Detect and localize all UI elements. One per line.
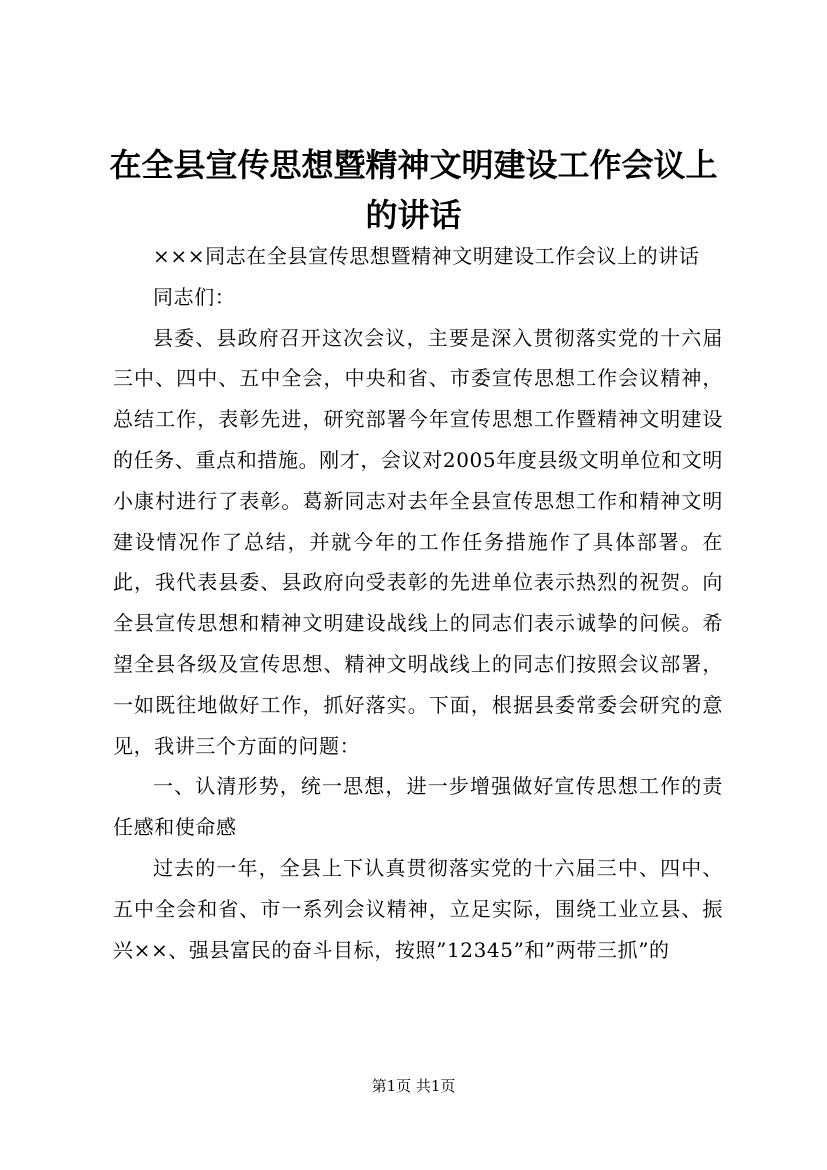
document-title: 在全县宣传思想暨精神文明建设工作会议上的讲话 bbox=[109, 146, 718, 234]
page-footer: 第1页 共1页 bbox=[371, 1077, 456, 1095]
paragraph-section-heading: 一、认清形势，统一思想，进一步增强做好宣传思想工作的责任感和使命感 bbox=[113, 774, 723, 840]
paragraph-review: 过去的一年，全县上下认真贯彻落实党的十六届三中、四中、五中全会和省、市一系列会议精神，立足实际，围绕工业立县、振兴××、强县富民的奋斗目标，按照”12345”和”两带三抓”的 bbox=[113, 855, 723, 962]
paragraph-subtitle: ×××同志在全县宣传思想暨精神文明建设工作会议上的讲话 bbox=[153, 244, 700, 268]
paragraph-intro: 县委、县政府召开这次会议，主要是深入贯彻落实党的十六届三中、四中、五中全会，中央和省、市委宣传思想工作会议精神，总结工作，表彰先进，研究部署今年宣传思想工作暨精神文明建设的任务、重点和措施。刚才，会议对2005年度县级文明单位和文明小康村进行了表彰。葛新同志对去年全县宣传思想工作和精神文明建设情况作了总结，并就今年的工作任务措施作了具体部署。在此，我代表县委、县政府向受表彰的先进单位表示热烈的祝贺。向全县宣传思想和精神文明建设战线上的同志们表示诚挚的问候。希望全县各级及宣传思想、精神文明战线上的同志们按照会议部署，一如既往地做好工作，抓好落实。下面，根据县委常委会研究的意见，我讲三个方面的问题： bbox=[113, 325, 723, 758]
document-body bbox=[113, 236, 723, 970]
paragraph-salutation: 同志们： bbox=[153, 284, 236, 309]
